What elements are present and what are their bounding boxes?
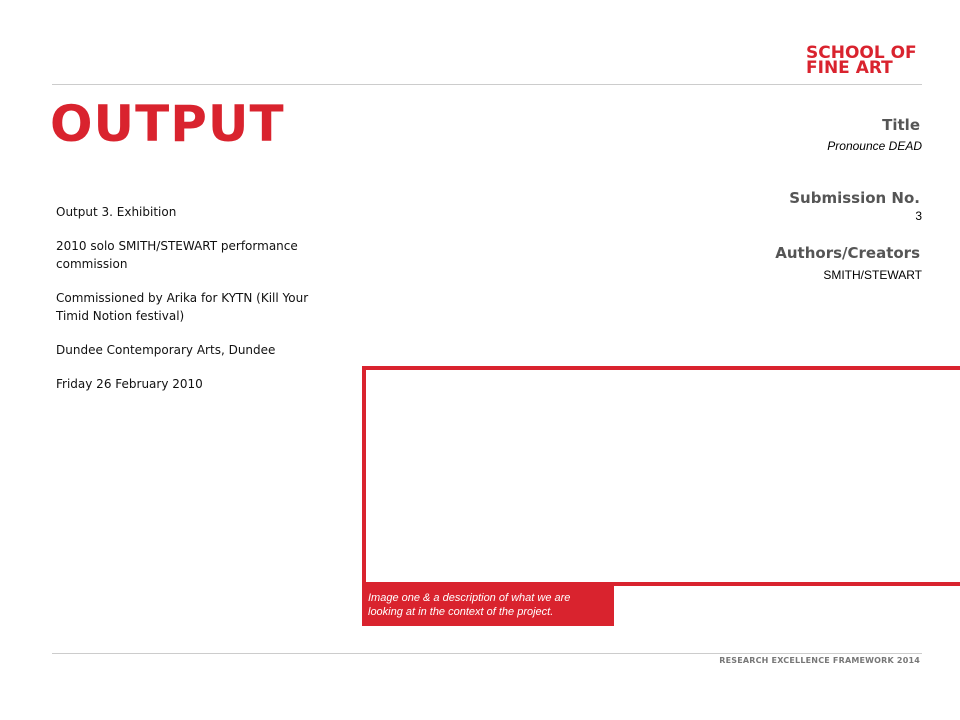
output-details (56, 203, 316, 409)
details-heading: Output 3. Exhibition (56, 205, 177, 219)
school-logo (806, 43, 926, 78)
submission-value: 3 (915, 209, 922, 223)
details-line-1: 2010 solo SMITH/STEWART performance commission (56, 239, 298, 271)
logo-line-1: SCHOOL OF (806, 43, 917, 63)
image-caption: Image one & a description of what we are looking at in the context of the project. (362, 586, 614, 626)
top-divider (52, 84, 922, 85)
title-label: Title (882, 116, 920, 134)
page-title: OUTPUT (50, 95, 285, 153)
details-line-4: Friday 26 February 2010 (56, 377, 203, 391)
authors-value: SMITH/STEWART (823, 268, 922, 282)
details-line-3: Dundee Contemporary Arts, Dundee (56, 343, 276, 357)
footer-label: RESEARCH EXCELLENCE FRAMEWORK 2014 (719, 656, 920, 665)
authors-label: Authors/Creators (775, 244, 920, 262)
details-line-2: Commissioned by Arika for KYTN (Kill Your Timid Notion festival) (56, 291, 309, 323)
image-placeholder-frame (362, 366, 960, 586)
bottom-divider (52, 653, 922, 654)
logo-line-2: FINE ART (806, 58, 893, 78)
title-value: Pronounce DEAD (827, 139, 922, 153)
submission-label: Submission No. (789, 189, 920, 207)
